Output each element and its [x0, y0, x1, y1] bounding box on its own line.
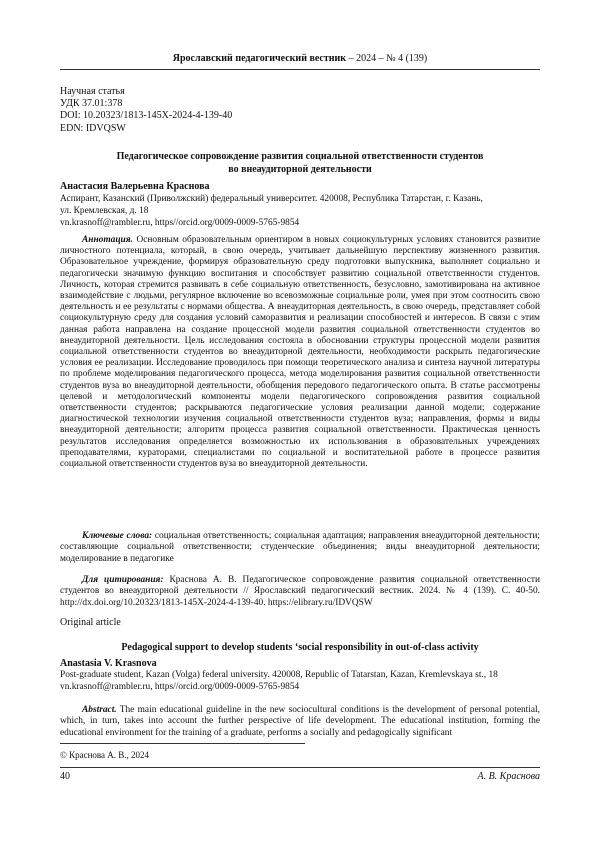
english-title: Pedagogical support to develop students ‘social responsibility in out-of-class activity — [121, 642, 479, 653]
author-contacts: vn.krasnoff@rambler.ru, https//orcid.org/0009-0009-5765-9854 — [60, 218, 300, 228]
udk-code: УДК 37.01:378 — [60, 98, 123, 110]
english-abstract-text: The main educational guideline in the new sociocultural conditions is the development of personal potential, which, in turn, takes into account the further perspective of life development. The educational institution, forming the educational environment for the training of a graduate, performs a socially and pedagogically significant — [60, 705, 540, 738]
keywords-text: социальная ответственность; социальная адаптация; направления внеаудиторной деятельности; составляющие социальной ответственности; студенческие объединения; виды внеаудиторной деятельности; моделирование в педагогике — [60, 531, 541, 564]
footer-divider — [60, 767, 540, 768]
running-footer-author: А. В. Краснова — [477, 771, 540, 782]
english-author-name: Anastasia V. Krasnova — [60, 658, 157, 669]
affiliation-line-1: Аспирант, Казанский (Приволжский) федеральный университет. 420008, Республика Татарстан, г. Казань, — [60, 194, 483, 204]
citation — [60, 575, 540, 609]
journal-name: Ярославский педагогический вестник — [172, 53, 347, 64]
keywords-label: Ключевые слова: — [82, 531, 153, 541]
title-line-2: во внеаудиторной деятельности — [228, 164, 372, 175]
abstract-text: Основным образовательным ориентиром в новых социокультурных условиях становится развитие личностного потенциала, который, в свою очередь, учитывает дальнейшую перспективу жизненного развития. Образовательное учреждение, формируя образовательную среду подготовки выпускника, выполняет социально и педагогически значимую функцию воспитания и способствует развитию социальной ответственности студентов. Личность, которая стремится развивать в себе социальную ответственность, безусловно, замотивирована на активное взаимодействие с людьми, регулярное включение во всевозможные социальные роли, умея при этом соотносить свою деятельность и ее результаты с нормами общества. А внеаудиторная деятельность, в свою очередь, представляет собой социокультурную среду для создания условий самоpазвития и реализации способностей и интересов. В связи с этим данная работа направлена на создание процессной модели развития социальной ответственности студентов во внеаудиторной деятельности. Цель исследования состояла в обосновании структуры процессной модели развития социальной ответственности студентов во внеаудиторной деятельности, необходимости раскрыть педагогические условия ее реализации. Исследование проводилось при помощи теоретического анализа и синтеза научной литературы по проблеме моделирования педагогического процесса, метода моделирования развития социальной ответственности студентов вуза во внеаудиторной деятельности, обобщения передового педагогического опыта. В статье рассмотрены целевой и методологический компоненты модели педагогического сопровождения развития социальной ответственности студентов; раскрываются педагогические условия реализации данной модели; содержание диагностической технологии изучения социальной ответственности студентов вуза; направления, формы и виды внеаудиторной деятельности; алгоритм процесса развития социальной ответственности. Практическая ценность результатов исследования определяется возможностью их использования в образовательных учреждениях преподавателями, кураторами, специалистами по социальной и воспитательной работе в процессе развития социальной ответственности студентов вуза во внеаудиторной деятельности. — [60, 235, 540, 470]
english-affiliation — [60, 670, 540, 693]
keywords — [60, 531, 540, 565]
doi: DOI: 10.20323/1813-145X-2024-4-139-40 — [60, 110, 233, 122]
article-title — [60, 150, 540, 176]
affiliation-line-2: ул. Кремлевская, д. 18 — [60, 206, 149, 216]
page-number: 40 — [60, 771, 70, 782]
footnote-divider — [60, 743, 305, 744]
abstract — [60, 235, 540, 470]
citation-label: Для цитирования: — [82, 575, 164, 585]
author-affiliation — [60, 193, 540, 229]
author-name: Анастасия Валерьевна Краснова — [60, 181, 210, 192]
title-line-1: Педагогическое сопровождение развития социальной ответственности студентов — [116, 151, 484, 162]
running-header — [60, 53, 540, 64]
header-divider — [60, 69, 540, 70]
article-type: Научная статья — [60, 86, 125, 97]
english-abstract — [60, 705, 540, 739]
english-contacts: vn.krasnoff@rambler.ru, https//orcid.org/0009-0009-5765-9854 — [60, 681, 300, 692]
citation-text: Краснова А. В. Педагогическое сопровождение развития социальной ответственности студентов во внеаудиторной деятельности // Ярославский педагогический вестник. 2024. № 4 (139). С. 40-50. http://dx.doi.org/10.20323/1813-145X-2024-4-139-40. https://elibrary.ru/IDVQSW — [60, 575, 540, 608]
abstract-label: Аннотация. — [82, 235, 133, 245]
english-abstract-label: Abstract. — [82, 705, 117, 715]
article-meta — [60, 86, 232, 135]
english-affiliation-line-1: Post-graduate student, Kazan (Volga) federal university. 420008, Republic of Tatarstan, Kazan, Kremlevskaya st., 18 — [60, 670, 498, 680]
issue-info: – 2024 – № 4 (139) — [346, 53, 428, 64]
copyright-footnote: © Краснова А. В., 2024 — [60, 750, 150, 760]
edn: EDN: IDVQSW — [60, 122, 126, 134]
original-article-label: Original article — [60, 617, 121, 628]
